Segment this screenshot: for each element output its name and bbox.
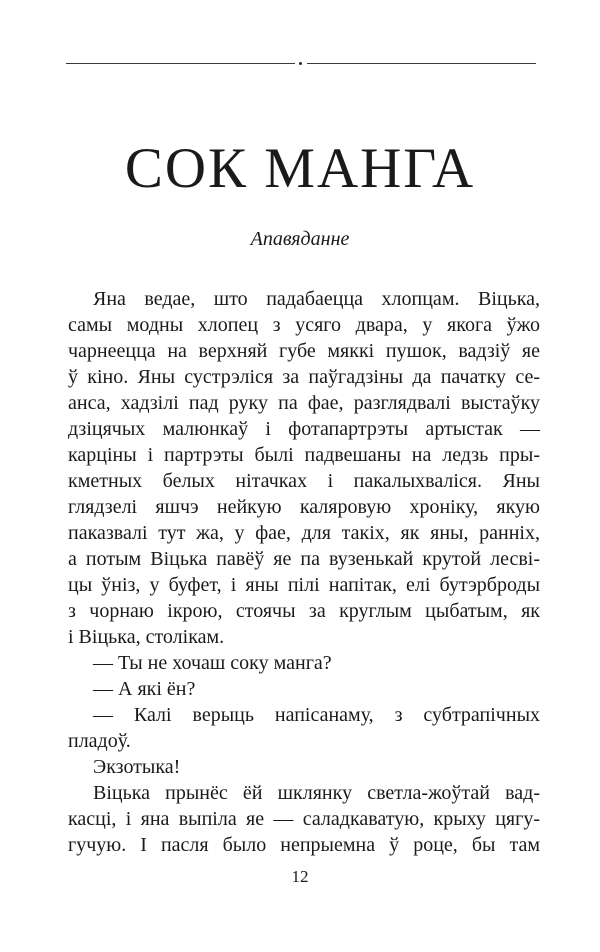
header-ornament <box>66 62 536 65</box>
text-line: ў кіно. Яны сустрэліся за паўгадзіны да пачатку се- <box>68 366 540 388</box>
text-line: Яна ведае, што падабаецца хлопцам. Віцька, <box>93 288 540 310</box>
text-line: цы ўніз, у буфет, і яны пілі напітак, елі бутэрброды <box>68 574 540 596</box>
text-line: і Віцька, столікам. <box>68 626 225 648</box>
story-title: СОК МАНГА <box>124 137 476 200</box>
text-line: дзіцячых малюнкаў і фотапартрэты артыстак — <box>68 418 540 440</box>
story-subtitle: Апавяданне <box>250 228 350 250</box>
text-line: кметных белых нітачках і пакалыхваліся. Яны <box>68 470 540 492</box>
text-line: гучую. І пасля было непрыемна ў роце, бы там <box>68 834 540 856</box>
text-line: — Калі верыць напісанаму, з субтрапічных <box>93 704 540 726</box>
ornament-rule-left <box>66 63 295 64</box>
text-line: анса, хадзілі пад руку па фае, разглядвалі выстаўку <box>68 392 540 414</box>
text-line: самы модны хлопец з усяго двара, у якога ўжо <box>68 314 540 336</box>
text-line: — А які ён? <box>93 678 196 700</box>
ornament-rule-right <box>307 63 536 64</box>
ornament-dot <box>299 62 302 65</box>
text-line: чарнеецца на верхняй губе мяккі пушок, вадзіў яе <box>68 340 540 362</box>
text-line: Экзотыка! <box>93 756 181 778</box>
body-text <box>68 286 540 858</box>
text-line: касці, і яна выпіла яе — саладкаватую, крыху цягу- <box>68 808 540 830</box>
text-line: з чорнаю ікрою, стоячы за круглым цыбатым, як <box>68 600 540 622</box>
text-line: паказвалі тут жа, у фае, для такіх, як яны, ранніх, <box>68 522 540 544</box>
page-number: 12 <box>291 867 309 886</box>
text-line: глядзелі яшчэ нейкую каляровую хроніку, якую <box>68 496 540 518</box>
text-line: Віцька прынёс ёй шклянку светла-жоўтай вад- <box>93 782 540 804</box>
text-line: а потым Віцька павёў яе па вузенькай крутой лесві- <box>68 548 540 570</box>
text-line: карціны і партрэты былі падвешаны на ледзь пры- <box>68 444 540 466</box>
text-line: — Ты не хочаш соку манга? <box>93 652 332 674</box>
text-line: пладоў. <box>68 730 131 752</box>
